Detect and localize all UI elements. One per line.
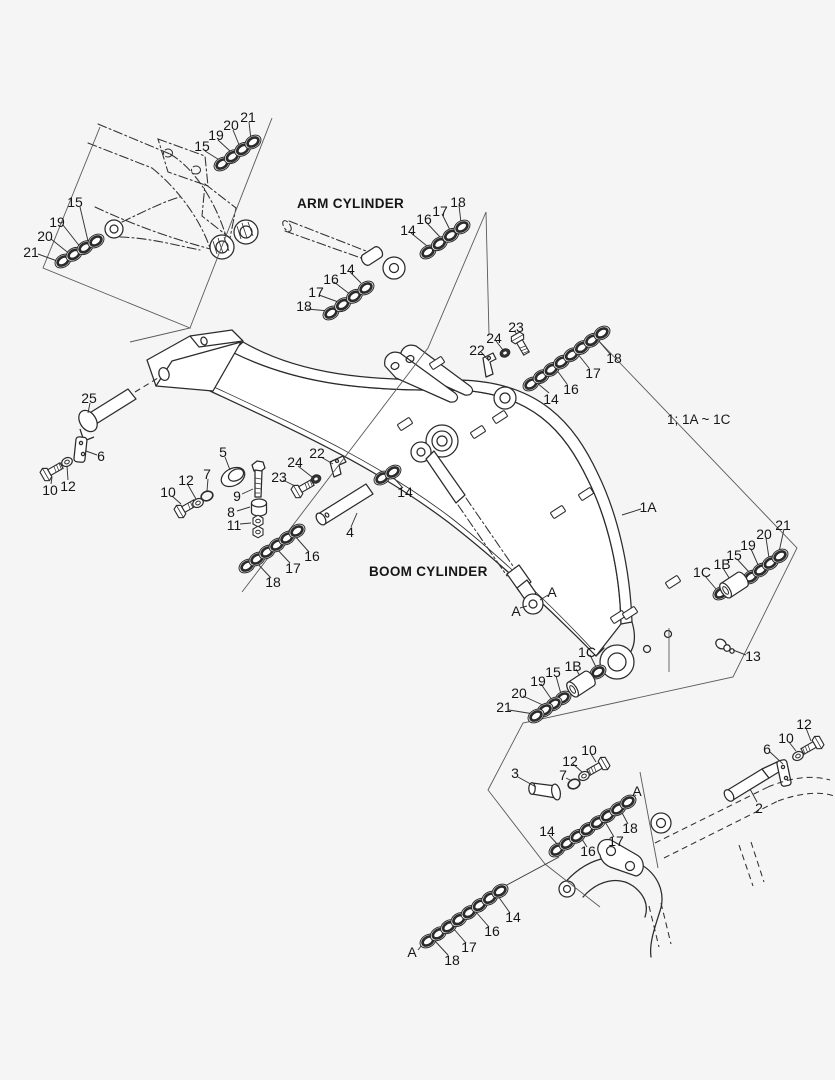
callout-label: 1B xyxy=(564,658,582,674)
callout-label: 19 xyxy=(530,673,546,689)
boom-body xyxy=(135,330,672,679)
callout-label: 18 xyxy=(296,298,312,314)
callout-label: 15 xyxy=(67,194,83,210)
callout-label: 13 xyxy=(745,648,761,664)
callout-label: 14 xyxy=(339,261,355,277)
callout-label: 1A xyxy=(639,499,657,515)
callout-label: 24 xyxy=(486,330,502,346)
callout-label: 17 xyxy=(585,365,601,381)
boom-cylinder-label: BOOM CYLINDER xyxy=(369,564,488,579)
callout-label: 18 xyxy=(606,350,622,366)
seal-ring-stacks xyxy=(52,132,790,951)
callout-label: 7 xyxy=(559,767,567,783)
callout-label: 16 xyxy=(484,923,500,939)
pin-2 xyxy=(722,762,782,803)
callout-label: 17 xyxy=(608,833,624,849)
part-8-bushing xyxy=(252,499,267,516)
callout-label: 18 xyxy=(450,194,466,210)
weld-pad xyxy=(665,575,681,588)
callout-label: 19 xyxy=(208,127,224,143)
grease-fitting-13 xyxy=(714,637,734,653)
mount-frame xyxy=(559,777,834,957)
callout-label: 14 xyxy=(543,391,559,407)
callout-label: 6 xyxy=(97,448,105,464)
callout-label: 1C xyxy=(578,644,596,660)
callout-label: 12 xyxy=(178,472,194,488)
callout-label: 14 xyxy=(397,484,413,500)
callout-label: 10 xyxy=(42,482,58,498)
callout-label: 15 xyxy=(545,664,561,680)
callout-label: 1C xyxy=(693,564,711,580)
callout-label: 18 xyxy=(622,820,638,836)
callout-label: 21 xyxy=(23,244,39,260)
nut xyxy=(253,515,263,527)
spring-washer xyxy=(499,347,511,358)
callout-label: 7 xyxy=(203,466,211,482)
callout-label: 23 xyxy=(271,469,287,485)
callout-label: A xyxy=(511,603,521,619)
callout-label: 16 xyxy=(563,381,579,397)
callout-label: 1B xyxy=(713,556,731,572)
callout-label: A xyxy=(407,944,417,960)
callout-label: 14 xyxy=(400,222,416,238)
callout-label: 12 xyxy=(796,716,812,732)
callout-label: 17 xyxy=(308,284,324,300)
callout-label: A xyxy=(547,584,557,600)
pin-4 xyxy=(314,484,373,527)
callout-label: 10 xyxy=(160,484,176,500)
arm-phantom xyxy=(88,124,258,259)
callout-label: 15 xyxy=(726,547,742,563)
plate-6-left xyxy=(74,437,88,463)
callout-label: 3 xyxy=(511,765,519,781)
nut xyxy=(253,526,263,538)
callout-label: 8 xyxy=(227,504,235,520)
callout-label: 19 xyxy=(49,214,65,230)
callout-label: 12 xyxy=(60,478,76,494)
part-5-cap xyxy=(218,464,248,491)
callout-label: 4 xyxy=(346,524,354,540)
callout-label: 21 xyxy=(496,699,512,715)
callout-label: 21 xyxy=(240,109,256,125)
arm-cylinder-label: ARM CYLINDER xyxy=(297,196,405,211)
callout-label: 20 xyxy=(756,526,772,542)
callout-label: 12 xyxy=(562,753,578,769)
callout-label: A xyxy=(632,783,642,799)
callout-label: 22 xyxy=(309,445,325,461)
callout-label: 18 xyxy=(444,952,460,968)
callout-label: 21 xyxy=(775,517,791,533)
callout-label: 17 xyxy=(285,560,301,576)
callout-label: 24 xyxy=(287,454,303,470)
callout-label: 14 xyxy=(539,823,555,839)
callout-label: 2 xyxy=(755,800,763,816)
variant-note: 1; 1A ~ 1C xyxy=(667,412,731,427)
callout-label: 18 xyxy=(265,574,281,590)
bolt-9 xyxy=(252,461,265,497)
callout-label: 16 xyxy=(323,271,339,287)
callout-label: 9 xyxy=(233,488,241,504)
callout-label: 5 xyxy=(219,444,227,460)
group-borders xyxy=(43,118,797,907)
callout-label: 16 xyxy=(416,211,432,227)
callout-label: 10 xyxy=(581,742,597,758)
callout-label: 23 xyxy=(508,319,524,335)
callout-label: 15 xyxy=(194,138,210,154)
callout-label: 14 xyxy=(505,909,521,925)
callout-label: 10 xyxy=(778,730,794,746)
callout-label: 20 xyxy=(511,685,527,701)
callout-label: 16 xyxy=(580,843,596,859)
callout-label: 22 xyxy=(469,342,485,358)
callout-label: 11 xyxy=(226,517,242,533)
callout-label: 20 xyxy=(37,228,53,244)
callout-label: 19 xyxy=(740,537,756,553)
callout-label: 17 xyxy=(432,203,448,219)
callout-label: 25 xyxy=(81,390,97,406)
callout-label: 6 xyxy=(763,741,771,757)
callout-label: 16 xyxy=(304,548,320,564)
callout-label: 20 xyxy=(223,117,239,133)
callout-label: 17 xyxy=(461,939,477,955)
